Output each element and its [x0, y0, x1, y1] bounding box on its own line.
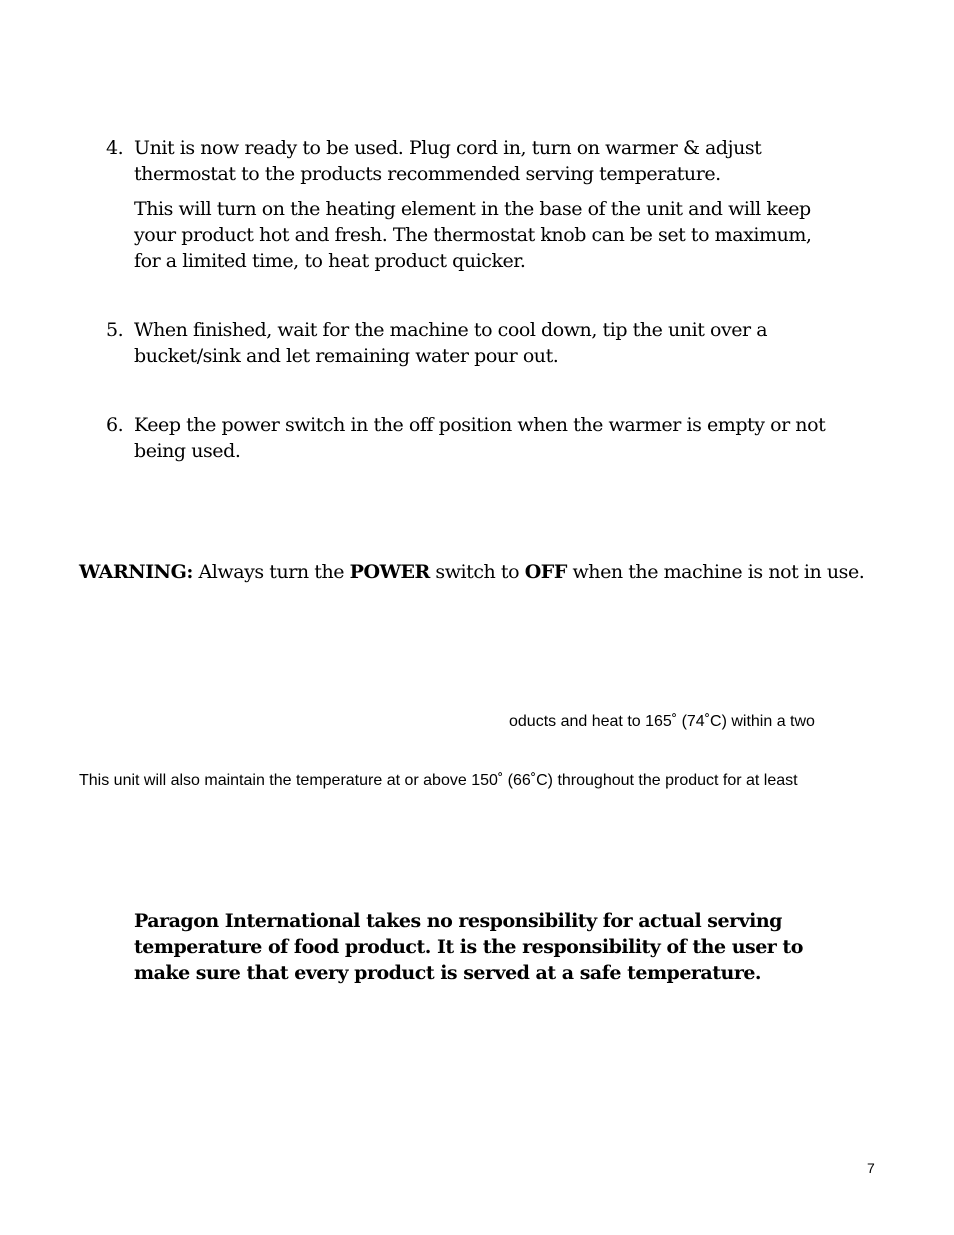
page-number: 7 — [867, 1160, 875, 1176]
warning-text: Always turn the — [192, 561, 350, 583]
list-item-text: Keep the power switch in the off position when the warmer is empty or not being used. — [134, 414, 826, 462]
list-number: 4. — [106, 137, 124, 159]
warning-line — [79, 559, 879, 585]
list-item-detail: This will turn on the heating element in the base of the unit and will keep your product hot and fresh. The thermostat knob can be set to maximum, for a limited time, to heat product quicker. — [134, 198, 812, 272]
list-number: 6. — [106, 414, 124, 436]
text-fragment-maintain: This unit will also maintain the temperature at or above 150˚ (66˚C) throughout the product for at least — [79, 772, 798, 789]
warning-text: when the machine is not in use. — [566, 561, 865, 583]
warning-power: POWER — [349, 561, 430, 583]
warning-text: switch to — [429, 561, 525, 583]
warning-label: WARNING: — [79, 561, 193, 583]
list-item-text: Unit is now ready to be used. Plug cord in, turn on warmer & adjust thermostat to the products recommended serving temperature. — [134, 137, 762, 185]
list-item-5 — [106, 317, 826, 369]
list-item-6 — [106, 412, 826, 464]
text-fragment-heat: oducts and heat to 165˚ (74˚C) within a two — [509, 713, 815, 730]
list-item-text: When finished, wait for the machine to cool down, tip the unit over a bucket/sink and let remaining water pour out. — [134, 319, 768, 367]
warning-off: OFF — [524, 561, 567, 583]
disclaimer: Paragon International takes no responsibility for actual serving temperature of food product. It is the responsibility of the user to make sure that every product is served at a safe temperature. — [134, 910, 803, 984]
list-item-4 — [106, 135, 826, 274]
list-number: 5. — [106, 319, 124, 341]
